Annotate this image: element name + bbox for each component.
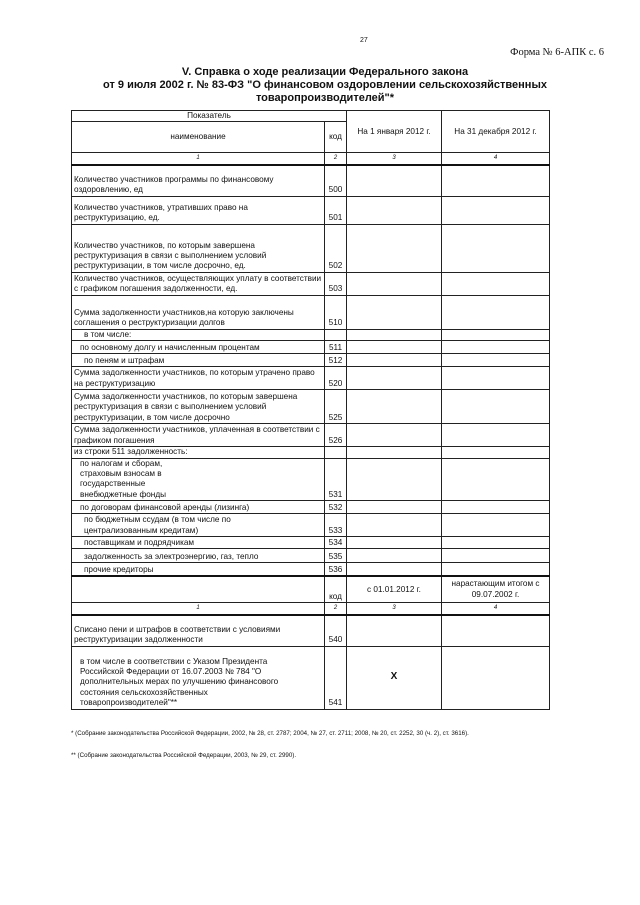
cell-value[interactable]: [442, 501, 550, 514]
row-code: 520: [325, 367, 347, 390]
cell-value[interactable]: [442, 341, 550, 354]
cell-value[interactable]: [347, 537, 442, 549]
table-row: [72, 424, 550, 447]
table-row: [72, 514, 550, 537]
cell-value-x: X: [347, 646, 442, 709]
row-code: 511: [325, 341, 347, 354]
row-name: Количество участников, осуществляющих уплату в соответствии с графиком погашения задолженности, ед.: [72, 272, 325, 295]
col-number: 2: [325, 603, 347, 615]
row-name: Сумма задолженности участников,на которую заключены соглашения о реструктуризации долгов: [72, 295, 325, 329]
form-name: Форма № 6-АПК с. 6: [510, 47, 604, 58]
row-code: 534: [325, 537, 347, 549]
cell-value[interactable]: [347, 615, 442, 647]
col-number: 4: [442, 153, 550, 165]
row-name: Сумма задолженности участников, по которым утрачено право на реструктуризацию: [72, 367, 325, 390]
title-line-2: от 9 июля 2002 г. № 83-ФЗ "О финансовом оздоровлении сельскохозяйственных: [103, 79, 547, 91]
cell-value: [347, 329, 442, 340]
cell-value[interactable]: [442, 165, 550, 197]
cell-value[interactable]: [347, 501, 442, 514]
row-name: прочие кредиторы: [72, 563, 325, 577]
cell-value[interactable]: [347, 424, 442, 447]
table2-header-col4: нарастающим итогом с 09.07.2002 г.: [442, 576, 550, 603]
table-row: [72, 537, 550, 549]
cell-value[interactable]: [347, 390, 442, 424]
table-row: [72, 295, 550, 329]
col-number: 1: [72, 153, 325, 165]
row-code: 501: [325, 196, 347, 224]
col-number: 1: [72, 603, 325, 615]
cell-value[interactable]: [442, 514, 550, 537]
cell-value[interactable]: [347, 458, 442, 501]
cell-value[interactable]: [442, 367, 550, 390]
page-number: 27: [360, 37, 368, 44]
row-code: 510: [325, 295, 347, 329]
row-name: Количество участников, утративших право на реструктуризацию, ед.: [72, 196, 325, 224]
row-name: Сумма задолженности участников, по которым завершена реструктуризация в связи с выполнением условий реструктуризации, в том числе досрочно: [72, 390, 325, 424]
cell-value[interactable]: [442, 390, 550, 424]
row-name: задолженность за электроэнергию, газ, тепло: [72, 549, 325, 563]
cell-value[interactable]: [347, 341, 442, 354]
header-code: код: [325, 122, 347, 153]
report-table: [71, 110, 550, 710]
cell-value[interactable]: [347, 196, 442, 224]
header-col4: На 31 декабря 2012 г.: [442, 111, 550, 153]
table-row: [72, 272, 550, 295]
cell-value[interactable]: [442, 458, 550, 501]
row-code: 540: [325, 615, 347, 647]
table-row: [72, 501, 550, 514]
cell-value[interactable]: [347, 224, 442, 272]
table2-header-col3: с 01.01.2012 г.: [347, 576, 442, 603]
row-code: [325, 329, 347, 340]
cell-value: [442, 329, 550, 340]
cell-value[interactable]: [347, 272, 442, 295]
row-code: [325, 447, 347, 458]
cell-value[interactable]: [347, 563, 442, 577]
row-code: 532: [325, 501, 347, 514]
header-col3: На 1 января 2012 г.: [347, 111, 442, 153]
cell-value[interactable]: [442, 549, 550, 563]
cell-value[interactable]: [442, 196, 550, 224]
cell-value[interactable]: [347, 354, 442, 367]
row-name: Списано пени и штрафов в соответствии с условиями реструктуризации задолженности: [72, 615, 325, 647]
row-name: Количество участников, по которым завершена реструктуризация в связи с выполнением условий реструктуризации, в том числе досрочно, ед.: [72, 224, 325, 272]
row-code: 502: [325, 224, 347, 272]
cell-value[interactable]: [347, 514, 442, 537]
row-name: из строки 511 задолженность:: [72, 447, 325, 458]
cell-value[interactable]: [442, 272, 550, 295]
footnote-1: * (Собрание законодательства Российской Федерации, 2002, № 28, ст. 2787; 2004, № 27, ст. 2711; 2008, № 20, ст. 2252, 30 (ч. 2), ст. 3616).: [71, 730, 469, 737]
cell-value[interactable]: [442, 295, 550, 329]
col-number: 3: [347, 603, 442, 615]
table2-header-code: код: [325, 576, 347, 603]
cell-value[interactable]: [442, 563, 550, 577]
row-code: 533: [325, 514, 347, 537]
table-row: [72, 563, 550, 577]
footnote-2: ** (Собрание законодательства Российской Федерации, 2003, № 29, ст. 2990).: [71, 752, 297, 759]
table-row: [72, 367, 550, 390]
cell-value[interactable]: [442, 615, 550, 647]
row-name: по договорам финансовой аренды (лизинга): [72, 501, 325, 514]
table-row: [72, 354, 550, 367]
cell-value[interactable]: [347, 295, 442, 329]
table-row: [72, 390, 550, 424]
row-name: по основному долгу и начисленным процентам: [72, 341, 325, 354]
table-row: [72, 549, 550, 563]
header-indicator: Показатель: [72, 111, 347, 122]
table-row: [72, 224, 550, 272]
column-numbers-row: [72, 153, 550, 165]
cell-value[interactable]: [442, 354, 550, 367]
row-code: 525: [325, 390, 347, 424]
cell-value: [442, 447, 550, 458]
row-name: в том числе:: [72, 329, 325, 340]
row-code: 535: [325, 549, 347, 563]
row-name: по бюджетным ссудам (в том числе по централизованным кредитам): [72, 514, 325, 537]
table-row: [72, 329, 550, 340]
cell-value[interactable]: [347, 165, 442, 197]
row-code: 526: [325, 424, 347, 447]
page-title: [70, 66, 580, 105]
title-line-3: товаропроизводителей"*: [255, 92, 395, 104]
table-row: [72, 447, 550, 458]
cell-value[interactable]: [442, 537, 550, 549]
table-row: [72, 615, 550, 647]
row-name: поставщикам и подрядчикам: [72, 537, 325, 549]
cell-value: [347, 447, 442, 458]
row-name: Сумма задолженности участников, уплаченная в соответствии с графиком погашения: [72, 424, 325, 447]
header-name: наименование: [72, 122, 325, 153]
table-row: [72, 341, 550, 354]
table2-header-blank: [72, 576, 325, 603]
table2-column-numbers-row: [72, 603, 550, 615]
row-name: по пеням и штрафам: [72, 354, 325, 367]
row-name: Количество участников программы по финансовому оздоровлению, ед: [72, 165, 325, 197]
table-row: [72, 165, 550, 197]
row-code: 500: [325, 165, 347, 197]
row-name: по налогам и сборам, страховым взносам в государственные внебюджетные фонды: [72, 458, 325, 501]
table-row: [72, 458, 550, 501]
row-code: 503: [325, 272, 347, 295]
cell-value[interactable]: [442, 224, 550, 272]
row-code: 512: [325, 354, 347, 367]
cell-value[interactable]: [347, 367, 442, 390]
row-code: 531: [325, 458, 347, 501]
row-code: 536: [325, 563, 347, 577]
cell-value[interactable]: [347, 549, 442, 563]
row-code: 541: [325, 646, 347, 709]
title-line-1: V. Справка о ходе реализации Федерального закона: [181, 66, 469, 78]
cell-value[interactable]: [442, 646, 550, 709]
col-number: 2: [325, 153, 347, 165]
col-number: 3: [347, 153, 442, 165]
table-row: [72, 646, 550, 709]
row-name: в том числе в соответствии с Указом Президента Российской Федерации от 16.07.2003 № 784 "О дополнительных мерах по улучшению финансового состояния сельскохозяйственных товаропроизводителей"**: [72, 646, 325, 709]
col-number: 4: [442, 603, 550, 615]
table-row: [72, 196, 550, 224]
cell-value[interactable]: [442, 424, 550, 447]
